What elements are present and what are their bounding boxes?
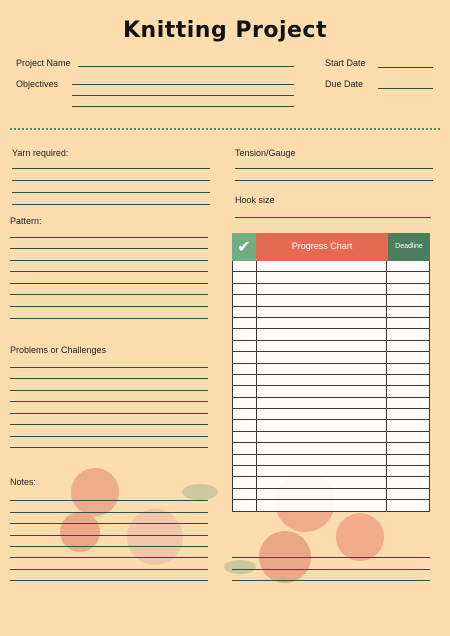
objectives-label: Objectives — [16, 79, 59, 89]
pattern-line[interactable] — [10, 283, 208, 284]
progress-row — [232, 466, 430, 477]
progress-check-cell[interactable] — [233, 318, 257, 328]
progress-task-cell[interactable] — [257, 307, 387, 317]
progress-row — [232, 318, 430, 329]
progress-check-cell[interactable] — [233, 272, 257, 282]
progress-check-cell[interactable] — [233, 443, 257, 453]
document-title: Knitting Project — [122, 18, 327, 43]
objectives-line-2[interactable] — [72, 95, 294, 96]
problems-line[interactable] — [10, 436, 208, 437]
progress-check-cell[interactable] — [233, 375, 257, 385]
progress-task-cell[interactable] — [257, 295, 387, 305]
progress-deadline-cell[interactable] — [387, 489, 429, 499]
progress-row — [232, 500, 430, 511]
progress-check-cell[interactable] — [233, 455, 257, 465]
yarn-line-3[interactable] — [12, 192, 210, 193]
progress-deadline-cell[interactable] — [387, 329, 429, 339]
progress-deadline-cell[interactable] — [387, 341, 429, 351]
problems-line[interactable] — [10, 401, 208, 402]
problems-line[interactable] — [10, 413, 208, 414]
progress-row — [232, 329, 430, 340]
section-divider — [10, 128, 440, 130]
progress-deadline-cell[interactable] — [387, 477, 429, 487]
progress-deadline-cell[interactable] — [387, 352, 429, 362]
progress-check-cell[interactable] — [233, 477, 257, 487]
notes-line[interactable] — [10, 512, 208, 513]
progress-chart-title: Progress Chart — [256, 233, 388, 261]
progress-deadline-cell[interactable] — [387, 261, 429, 271]
notes-line-right[interactable] — [232, 557, 430, 558]
progress-task-cell[interactable] — [257, 272, 387, 282]
project-name-label: Project Name — [16, 58, 71, 68]
problems-label: Problems or Challenges — [10, 345, 107, 355]
progress-deadline-cell[interactable] — [387, 409, 429, 419]
progress-check-cell[interactable] — [233, 341, 257, 351]
progress-check-cell[interactable] — [233, 409, 257, 419]
progress-deadline-cell[interactable] — [387, 420, 429, 430]
progress-task-cell[interactable] — [257, 284, 387, 294]
progress-deadline-cell[interactable] — [387, 466, 429, 476]
tension-gauge-label: Tension/Gauge — [235, 148, 296, 158]
progress-task-cell[interactable] — [257, 455, 387, 465]
progress-check-cell[interactable] — [233, 307, 257, 317]
progress-row — [232, 261, 430, 272]
progress-check-cell[interactable] — [233, 352, 257, 362]
progress-row — [232, 386, 430, 397]
pattern-line[interactable] — [10, 237, 208, 238]
progress-check-cell[interactable] — [233, 295, 257, 305]
progress-deadline-cell[interactable] — [387, 386, 429, 396]
progress-row — [232, 341, 430, 352]
progress-deadline-cell[interactable] — [387, 272, 429, 282]
notes-line[interactable] — [10, 500, 208, 501]
progress-deadline-cell[interactable] — [387, 500, 429, 510]
progress-chart — [232, 233, 430, 512]
pattern-line[interactable] — [10, 260, 208, 261]
problems-line[interactable] — [10, 424, 208, 425]
progress-task-cell[interactable] — [257, 432, 387, 442]
problems-line[interactable] — [10, 378, 208, 379]
progress-check-cell[interactable] — [233, 364, 257, 374]
notes-line[interactable] — [10, 557, 208, 558]
tension-line-2[interactable] — [235, 180, 433, 181]
progress-row — [232, 409, 430, 420]
progress-row — [232, 443, 430, 454]
progress-row — [232, 432, 430, 443]
progress-deadline-cell[interactable] — [387, 432, 429, 442]
progress-task-cell[interactable] — [257, 329, 387, 339]
progress-row — [232, 364, 430, 375]
progress-check-cell[interactable] — [233, 489, 257, 499]
progress-row — [232, 477, 430, 488]
progress-check-cell[interactable] — [233, 329, 257, 339]
yarn-line-2[interactable] — [12, 180, 210, 181]
progress-task-cell[interactable] — [257, 398, 387, 408]
notes-line[interactable] — [10, 523, 208, 524]
progress-row — [232, 375, 430, 386]
pattern-line[interactable] — [10, 271, 208, 272]
notes-line[interactable] — [10, 546, 208, 547]
progress-row — [232, 295, 430, 306]
yarn-line-4[interactable] — [12, 204, 210, 205]
progress-row — [232, 284, 430, 295]
start-date-label: Start Date — [325, 58, 366, 68]
hook-size-label: Hook size — [235, 195, 275, 205]
pattern-line[interactable] — [10, 306, 208, 307]
progress-task-cell[interactable] — [257, 466, 387, 476]
progress-task-cell[interactable] — [257, 261, 387, 271]
progress-deadline-cell[interactable] — [387, 455, 429, 465]
progress-check-cell[interactable] — [233, 432, 257, 442]
progress-deadline-cell[interactable] — [387, 318, 429, 328]
progress-task-cell[interactable] — [257, 420, 387, 430]
pattern-line[interactable] — [10, 294, 208, 295]
progress-deadline-cell[interactable] — [387, 364, 429, 374]
notes-line-right[interactable] — [232, 569, 430, 570]
progress-task-cell[interactable] — [257, 500, 387, 510]
progress-rows — [232, 261, 430, 512]
progress-task-cell[interactable] — [257, 409, 387, 419]
progress-task-cell[interactable] — [257, 352, 387, 362]
progress-chart-header — [232, 233, 430, 261]
progress-check-cell[interactable] — [233, 398, 257, 408]
project-name-line[interactable] — [78, 66, 294, 67]
check-icon: ✔ — [232, 233, 256, 261]
progress-row — [232, 455, 430, 466]
notes-line[interactable] — [10, 569, 208, 570]
notes-line-right[interactable] — [232, 580, 430, 581]
progress-task-cell[interactable] — [257, 443, 387, 453]
yarn-line-1[interactable] — [12, 168, 210, 169]
progress-row — [232, 307, 430, 318]
progress-task-cell[interactable] — [257, 364, 387, 374]
pattern-label: Pattern: — [10, 216, 42, 226]
progress-deadline-cell[interactable] — [387, 375, 429, 385]
progress-row — [232, 352, 430, 363]
progress-task-cell[interactable] — [257, 318, 387, 328]
progress-row — [232, 272, 430, 283]
progress-task-cell[interactable] — [257, 489, 387, 499]
problems-line[interactable] — [10, 367, 208, 368]
progress-deadline-cell[interactable] — [387, 443, 429, 453]
objectives-line-1[interactable] — [72, 84, 294, 85]
progress-check-cell[interactable] — [233, 284, 257, 294]
progress-check-cell[interactable] — [233, 500, 257, 510]
start-date-line[interactable] — [378, 67, 433, 68]
progress-deadline-cell[interactable] — [387, 307, 429, 317]
problems-line[interactable] — [10, 447, 208, 448]
pattern-line[interactable] — [10, 248, 208, 249]
progress-deadline-cell[interactable] — [387, 398, 429, 408]
progress-task-cell[interactable] — [257, 375, 387, 385]
due-date-label: Due Date — [325, 79, 364, 89]
progress-row — [232, 489, 430, 500]
notes-line[interactable] — [10, 580, 208, 581]
progress-deadline-cell[interactable] — [387, 284, 429, 294]
deadline-header: Deadline — [388, 233, 430, 261]
due-date-line[interactable] — [378, 88, 433, 89]
pattern-line[interactable] — [10, 318, 208, 319]
progress-row — [232, 420, 430, 431]
yarn-required-label: Yarn required: — [12, 148, 69, 158]
progress-check-cell[interactable] — [233, 261, 257, 271]
progress-task-cell[interactable] — [257, 341, 387, 351]
progress-row — [232, 398, 430, 409]
progress-deadline-cell[interactable] — [387, 295, 429, 305]
notes-label: Notes: — [10, 477, 37, 487]
progress-check-cell[interactable] — [233, 386, 257, 396]
progress-task-cell[interactable] — [257, 386, 387, 396]
progress-task-cell[interactable] — [257, 477, 387, 487]
tension-line-1[interactable] — [235, 168, 433, 169]
progress-check-cell[interactable] — [233, 420, 257, 430]
hook-size-line[interactable] — [235, 217, 431, 218]
progress-check-cell[interactable] — [233, 466, 257, 476]
notes-line[interactable] — [10, 535, 208, 536]
problems-line[interactable] — [10, 390, 208, 391]
objectives-line-3[interactable] — [72, 106, 294, 107]
